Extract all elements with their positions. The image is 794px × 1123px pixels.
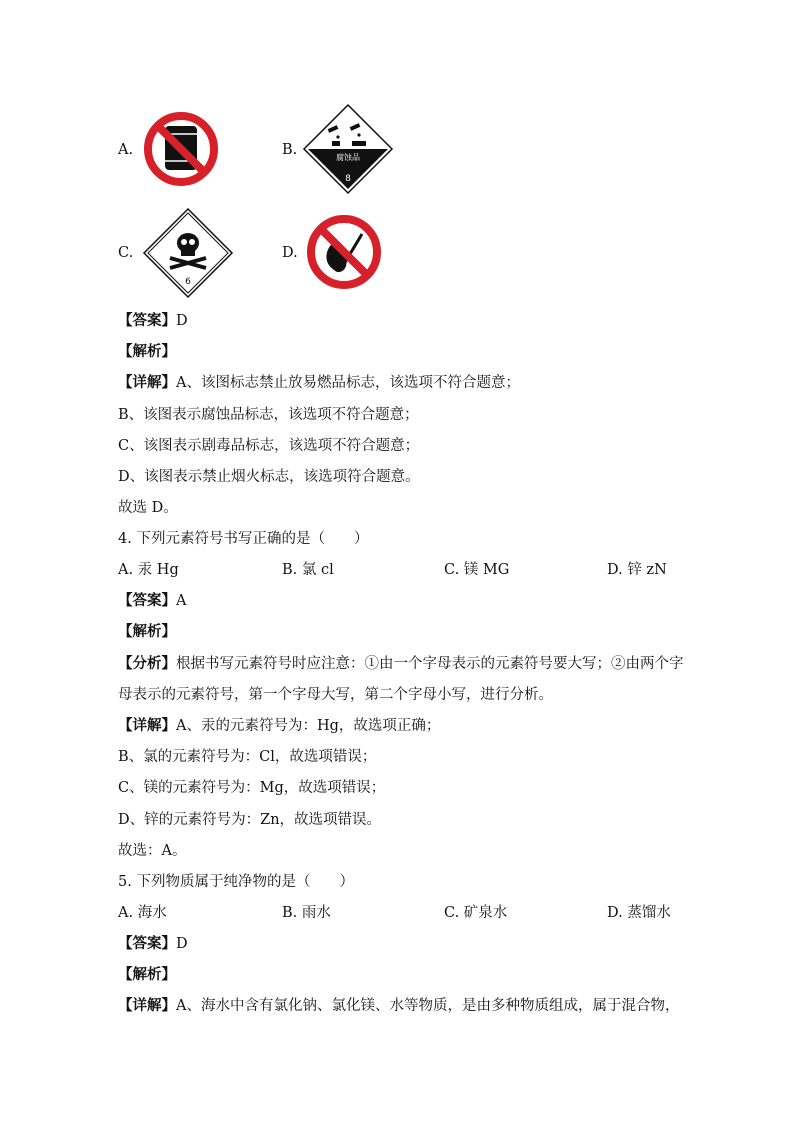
q3-answer: 【答案】D (118, 312, 188, 329)
q4-analysis-line: 【分析】根据书写元素符号时应注意：①由一个字母表示的元素符号要大写；②由两个字 (118, 655, 684, 672)
q3-detail-line: 【详解】A、该图标志禁止放易燃品标志，该选项不符合题意； (118, 374, 520, 391)
q4-detail-line: B、氯的元素符号为：Cl，故选项错误； (118, 749, 377, 765)
q4-option-c: C. 镁 MG (444, 562, 510, 578)
q4-answer: 【答案】A (118, 592, 187, 609)
corrosive-sign-text: 腐蚀品 (336, 153, 360, 162)
option-d-label: D. (282, 245, 298, 261)
q5-option-c: C. 矿泉水 (444, 905, 508, 921)
q5-detail-line: 【详解】A、海水中含有氯化钠、氯化镁、水等物质，是由多种物质组成，属于混合物， (118, 997, 680, 1014)
q4-question: 4. 下列元素符号书写正确的是（ ） (118, 531, 369, 547)
q4-detail-line: C、镁的元素符号为：Mg，故选项错误； (118, 780, 386, 796)
corrosive-icon (302, 103, 394, 195)
option-a-label: A. (118, 142, 134, 158)
q4-analysis-line: 母表示的元素符号，第一个字母大写，第二个字母小写，进行分析。 (118, 687, 553, 703)
q5-option-b: B. 雨水 (282, 905, 331, 921)
q4-option-d: D. 锌 zN (607, 562, 667, 578)
q3-detail-line: D、该图表示禁止烟火标志，该选项符合题意。 (118, 469, 420, 485)
q5-option-d: D. 蒸馏水 (607, 905, 671, 921)
q3-detail-line: C、该图表示剧毒品标志，该选项不符合题意； (118, 438, 420, 454)
q5-question: 5. 下列物质属于纯净物的是（ ） (118, 874, 354, 890)
q4-conclusion: 故选：A。 (118, 843, 187, 859)
option-c-label: C. (118, 245, 134, 261)
q4-option-a: A. 汞 Hg (118, 562, 179, 578)
no-flammable-storage-icon (141, 109, 221, 189)
q4-analysis-heading: 【解析】 (118, 623, 176, 640)
q3-detail-line: B、该图表示腐蚀品标志，该选项不符合题意； (118, 407, 419, 423)
q4-detail-line: D、锌的元素符号为：Zn，故选项错误。 (118, 812, 382, 828)
q5-answer: 【答案】D (118, 935, 188, 952)
q3-analysis-heading: 【解析】 (118, 343, 176, 360)
q5-option-a: A. 海水 (118, 905, 167, 921)
option-b-label: B. (282, 142, 298, 158)
q4-option-b: B. 氯 cl (282, 562, 334, 578)
toxic-skull-icon (142, 207, 234, 299)
q4-detail-line: 【详解】A、汞的元素符号为：Hg，故选项正确； (118, 717, 441, 734)
no-open-flame-icon (304, 212, 384, 292)
q5-analysis-heading: 【解析】 (118, 966, 176, 983)
toxic-class-number: 6 (185, 277, 191, 287)
q3-conclusion: 故选 D。 (118, 500, 178, 516)
corrosive-class-number: 8 (345, 174, 351, 184)
